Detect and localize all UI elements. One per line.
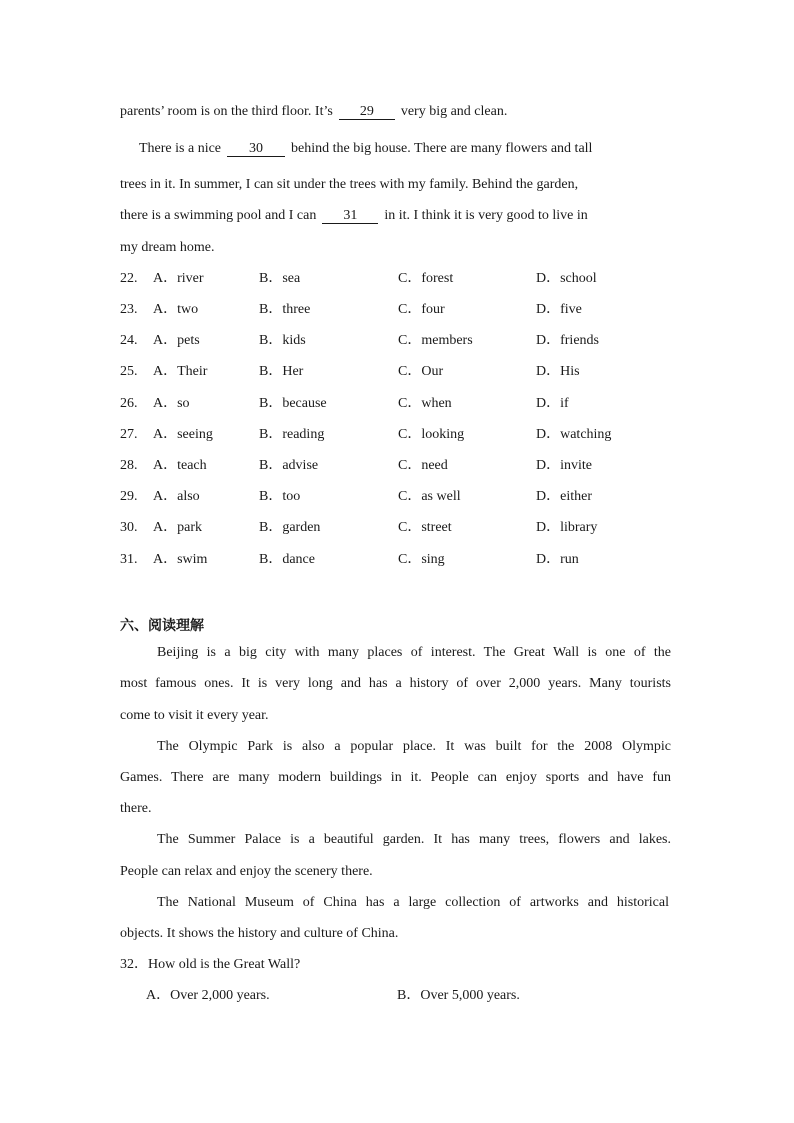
cloze-blank-31: 31: [322, 209, 378, 224]
cloze-line-2: [139, 140, 592, 158]
cloze-line-3: [120, 176, 578, 194]
section-heading: 六、阅读理解: [120, 618, 204, 634]
option-c: C．when: [398, 396, 452, 411]
option-c: C．four: [398, 302, 445, 317]
question-number: 27.: [120, 427, 138, 442]
reading-line: The National Museum of China has a large collection of artworks and historical: [157, 895, 669, 910]
question-row: [120, 301, 680, 319]
option-a: A．two: [153, 302, 199, 317]
cloze-blank-29: 29: [339, 105, 395, 120]
question-row: [120, 270, 680, 288]
cloze-blank-30: 30: [227, 142, 285, 157]
question-row: [120, 551, 680, 569]
question-32-stem: 32．How old is the Great Wall?: [120, 957, 301, 972]
option-a: A．so: [153, 396, 190, 411]
reading-line: Beijing is a big city with many places of interest. The Great Wall is one of the: [157, 645, 671, 660]
option-d: D．watching: [536, 427, 612, 442]
option-d: D．five: [536, 302, 582, 317]
option-b: B．too: [259, 489, 301, 504]
option-d: D．invite: [536, 458, 592, 473]
option-d: D．friends: [536, 333, 599, 348]
option-c: C．street: [398, 520, 452, 535]
option-d: D．if: [536, 396, 569, 411]
option-c: C．forest: [398, 271, 454, 286]
question-number: 25.: [120, 364, 138, 379]
option-b: B．reading: [259, 427, 325, 442]
option-a: A．Their: [153, 364, 208, 379]
reading-line: come to visit it every year.: [120, 708, 269, 723]
cloze-text: very big and clean.: [400, 104, 508, 119]
cloze-text: in it. I think it is very good to live in: [384, 208, 588, 223]
cloze-line-4: [120, 207, 588, 225]
option-a: A．swim: [153, 552, 208, 567]
cloze-line-5: [120, 239, 214, 257]
option-a: A．river: [153, 271, 204, 286]
option-b: B．Her: [259, 364, 304, 379]
question-row: [120, 519, 680, 537]
question-number: 22.: [120, 271, 138, 286]
option-c: C．looking: [398, 427, 465, 442]
reading-line: most famous ones. It is very long and has a history of over 2,000 years. Many tourists: [120, 676, 671, 691]
question-row: [120, 332, 680, 350]
question-row: [120, 395, 680, 413]
question-number: 28.: [120, 458, 138, 473]
cloze-text: There is a nice: [139, 141, 222, 156]
option-b: B．garden: [259, 520, 321, 535]
cloze-text: behind the big house. There are many flowers and tall: [291, 141, 593, 156]
cloze-line-1: [120, 103, 507, 121]
question-32-option-b: B．Over 5,000 years.: [397, 988, 520, 1003]
question-number: 26.: [120, 396, 138, 411]
option-c: C．need: [398, 458, 448, 473]
reading-line: Games. There are many modern buildings in it. People can enjoy sports and have fun: [120, 770, 671, 785]
reading-line: The Summer Palace is a beautiful garden. It has many trees, flowers and lakes.: [157, 832, 671, 847]
option-b: B．because: [259, 396, 327, 411]
reading-line: The Olympic Park is also a popular place. It was built for the 2008 Olympic: [157, 739, 671, 754]
reading-line: there.: [120, 801, 152, 816]
question-row: [120, 363, 680, 381]
option-c: C．as well: [398, 489, 461, 504]
question-number: 24.: [120, 333, 138, 348]
question-number: 29.: [120, 489, 138, 504]
reading-line: People can relax and enjoy the scenery there.: [120, 864, 373, 879]
option-c: C．sing: [398, 552, 445, 567]
option-a: A．pets: [153, 333, 200, 348]
option-d: D．either: [536, 489, 592, 504]
option-b: B．sea: [259, 271, 301, 286]
option-d: D．His: [536, 364, 580, 379]
cloze-text: parents’ room is on the third floor. It’s: [120, 104, 333, 119]
option-d: D．library: [536, 520, 598, 535]
option-a: A．teach: [153, 458, 207, 473]
question-number: 23.: [120, 302, 138, 317]
option-b: B．three: [259, 302, 311, 317]
question-row: [120, 457, 680, 475]
cloze-text: my dream home.: [120, 240, 215, 255]
reading-line: objects. It shows the history and culture of China.: [120, 926, 399, 941]
question-number: 30.: [120, 520, 138, 535]
option-c: C．members: [398, 333, 473, 348]
option-a: A．park: [153, 520, 202, 535]
cloze-text: there is a swimming pool and I can: [120, 208, 317, 223]
question-row: [120, 426, 680, 444]
option-d: D．run: [536, 552, 579, 567]
question-number: 31.: [120, 552, 138, 567]
question-row: [120, 488, 680, 506]
option-b: B．dance: [259, 552, 315, 567]
option-b: B．kids: [259, 333, 306, 348]
option-a: A．also: [153, 489, 200, 504]
option-c: C．Our: [398, 364, 444, 379]
option-d: D．school: [536, 271, 597, 286]
option-a: A．seeing: [153, 427, 213, 442]
question-32-option-a: A．Over 2,000 years.: [146, 988, 270, 1003]
cloze-text: trees in it. In summer, I can sit under the trees with my family. Behind the garden,: [120, 177, 579, 192]
option-b: B．advise: [259, 458, 319, 473]
